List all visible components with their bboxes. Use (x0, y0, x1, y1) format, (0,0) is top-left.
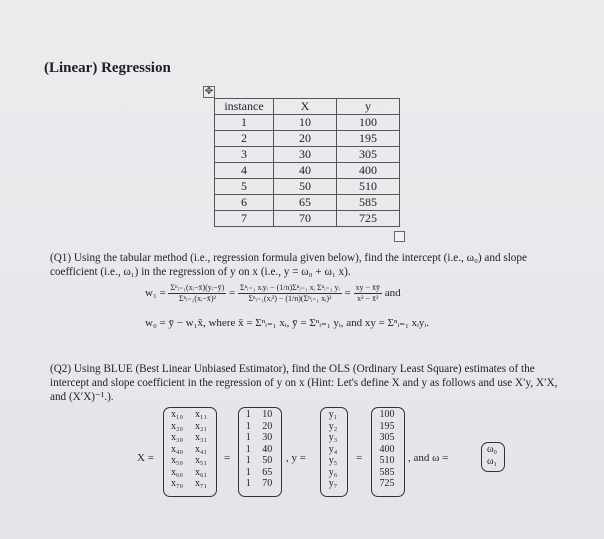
fraction-2-den: Σⁿᵢ₌₁(xᵢ²) − (1/n)(Σⁿᵢ₌₁ xᵢ)² (248, 294, 332, 303)
table-header-row (215, 99, 400, 115)
y-symbolic-row: y₃ (328, 432, 338, 443)
x-numeric-cell: 20 (262, 420, 273, 432)
x-symbolic-cell: x₅₀ (171, 455, 183, 466)
table-row (215, 131, 400, 147)
y-symbolic-row: y₆ (328, 466, 338, 478)
x-symbolic-row (165, 467, 213, 479)
x-symbolic-cell: x₁₀ (171, 409, 183, 420)
table-move-handle-icon[interactable]: ✥ (204, 86, 214, 97)
x-numeric-cell: 40 (262, 443, 273, 455)
page-title: (Linear) Regression (44, 60, 171, 76)
w0-formula: w₀ = ȳ − w₁x̄, where x̄ = Σⁿᵢ₌₁ xᵢ, ȳ = Σⁿᵢ₌₁ yᵢ, and xy = Σⁿᵢ₌₁ xᵢyᵢ. (145, 317, 429, 329)
fraction-1-num: Σⁿᵢ₌₁(xᵢ−x̄)(yᵢ−ȳ) (170, 283, 225, 292)
x-numeric-matrix (240, 409, 278, 490)
cell-instance: 6 (215, 195, 274, 211)
x-numeric-row (240, 467, 278, 479)
x-numeric-row (240, 478, 278, 490)
x-numeric-cell: 70 (262, 478, 273, 489)
question-2: (Q2) Using BLUE (Best Linear Unbiased Estimator), find the OLS (Ordinary Least Square) estimates of the intercept and slope coefficient in the regression of y on x (Hint: Let's define X and y as follows and use X′y, X′X, and (X′X)⁻¹.). (50, 363, 558, 403)
cell-x: 10 (274, 115, 337, 131)
equals-2: = (356, 452, 363, 464)
x-numeric-cell: 1 (245, 409, 251, 420)
table-resize-handle[interactable] (394, 231, 405, 242)
x-symbolic-row (165, 432, 213, 444)
y-symbolic-row: y₂ (328, 420, 338, 432)
x-symbolic-row (165, 455, 213, 467)
x-symbolic-cell: x₂₀ (171, 420, 183, 432)
cell-x: 20 (274, 131, 337, 147)
equals-1: = (224, 452, 231, 464)
fraction-3-num: xy − x̄ȳ (355, 283, 381, 292)
header-y: y (337, 99, 400, 115)
question-1: (Q1) Using the tabular method (i.e., regression formula given below), find the intercept (i.e., ω₀) and slope coefficient (i.e., ω₁) in the regression of y on x (i.e., y = ω₀ + ω₁ x). (50, 252, 527, 278)
cell-instance: 7 (215, 211, 274, 227)
cell-instance: 2 (215, 131, 274, 147)
cell-instance: 1 (215, 115, 274, 131)
x-numeric-cell: 30 (262, 432, 273, 443)
w1-label: w₁ = (145, 287, 166, 300)
cell-y: 100 (337, 115, 400, 131)
x-numeric-row (240, 421, 278, 433)
x-symbolic-row (165, 421, 213, 433)
x-numeric-row (240, 444, 278, 456)
cell-x: 65 (274, 195, 337, 211)
x-symbolic-row (165, 409, 213, 421)
x-numeric-row (240, 409, 278, 421)
x-numeric-cell: 65 (262, 466, 273, 478)
x-symbolic-cell: x₄₁ (195, 443, 207, 455)
cell-y: 585 (337, 195, 400, 211)
cell-instance: 4 (215, 163, 274, 179)
x-numeric-row (240, 455, 278, 467)
x-numeric-cell: 1 (245, 443, 251, 455)
x-symbolic-matrix (165, 409, 213, 490)
cell-x: 50 (274, 179, 337, 195)
table-row (215, 147, 400, 163)
x-matrix-label: X = (137, 452, 154, 464)
cell-y: 725 (337, 211, 400, 227)
cell-x: 30 (274, 147, 337, 163)
table-row (215, 179, 400, 195)
fraction-1-den: Σⁿᵢ₌₁(xᵢ−x̄)² (178, 294, 216, 303)
fraction-3 (354, 283, 383, 304)
omega-row: ω₁ (486, 455, 498, 467)
fraction-2-num: Σⁿᵢ₌₁ xᵢyᵢ − (1/n)Σⁿᵢ₌₁ xᵢ Σⁿᵢ₌₁ yᵢ (240, 283, 340, 292)
x-symbolic-cell: x₆₁ (195, 466, 207, 478)
omega-row: ω₀ (486, 444, 498, 455)
x-symbolic-cell: x₆₀ (171, 466, 183, 478)
y-numeric-matrix (373, 409, 401, 490)
y-numeric-row: 585 (379, 466, 395, 478)
x-symbolic-row (165, 444, 213, 456)
x-numeric-cell: 1 (245, 432, 251, 443)
y-numeric-row: 100 (379, 409, 395, 420)
cell-instance: 3 (215, 147, 274, 163)
and-text: and (384, 287, 401, 300)
table-row (215, 163, 400, 179)
data-table (214, 98, 400, 227)
y-symbolic-matrix (322, 409, 344, 490)
y-numeric-row: 510 (379, 455, 395, 466)
y-symbolic-row: y₁ (328, 409, 338, 420)
header-x: X (274, 99, 337, 115)
y-numeric-row: 725 (379, 478, 395, 489)
x-numeric-cell: 1 (245, 420, 251, 432)
y-symbolic-row: y₅ (328, 455, 338, 466)
cell-y: 195 (337, 131, 400, 147)
table-row (215, 211, 400, 227)
w1-formula: w₁ = $\frac{\text{Σⁿᵢ₌₁(xᵢ−x̄)(yᵢ−ȳ)}}{\text{Σⁿᵢ₌₁(xᵢ−x̄)²}}$ = $\frac{\text{Σⁿᵢ₌₁ xᵢyᵢ − (1/n)Σⁿᵢ₌₁ xᵢ Σⁿᵢ₌₁ yᵢ}}{\text{Σⁿᵢ₌₁(xᵢ²) − (1/n)(Σⁿᵢ₌₁ xᵢ)²}}$ = $\frac{xy - x̄ȳ}{\text{x² − x̄²}}$ and (145, 283, 401, 303)
omega-label: , and ω = (408, 452, 449, 464)
table-row (215, 115, 400, 131)
x-symbolic-cell: x₁₁ (195, 409, 207, 420)
y-matrix-label: , y = (286, 452, 306, 464)
fraction-2 (238, 283, 342, 304)
x-symbolic-cell: x₃₀ (171, 432, 183, 443)
fraction-1 (168, 283, 226, 304)
x-symbolic-cell: x₇₀ (171, 478, 183, 489)
y-symbolic-row: y₇ (328, 478, 338, 489)
x-symbolic-row (165, 478, 213, 490)
y-numeric-row: 400 (379, 443, 395, 455)
x-symbolic-cell: x₇₁ (195, 478, 207, 489)
x-numeric-cell: 10 (262, 409, 273, 420)
x-symbolic-cell: x₄₀ (171, 443, 183, 455)
x-symbolic-cell: x₅₁ (195, 455, 207, 466)
x-numeric-cell: 1 (245, 455, 251, 466)
fraction-3-den: x² − x̄² (357, 294, 379, 303)
y-numeric-row: 305 (379, 432, 395, 443)
y-numeric-row: 195 (379, 420, 395, 432)
cell-y: 510 (337, 179, 400, 195)
y-symbolic-row: y₄ (328, 443, 338, 455)
cell-instance: 5 (215, 179, 274, 195)
x-numeric-row (240, 432, 278, 444)
header-instance: instance (215, 99, 274, 115)
x-numeric-cell: 50 (262, 455, 273, 466)
x-numeric-cell: 1 (245, 466, 251, 478)
cell-y: 305 (337, 147, 400, 163)
cell-x: 40 (274, 163, 337, 179)
cell-x: 70 (274, 211, 337, 227)
cell-y: 400 (337, 163, 400, 179)
x-symbolic-cell: x₃₁ (195, 432, 207, 443)
table-row (215, 195, 400, 211)
x-numeric-cell: 1 (245, 478, 251, 489)
omega-vector (483, 444, 501, 467)
x-symbolic-cell: x₂₁ (195, 420, 207, 432)
